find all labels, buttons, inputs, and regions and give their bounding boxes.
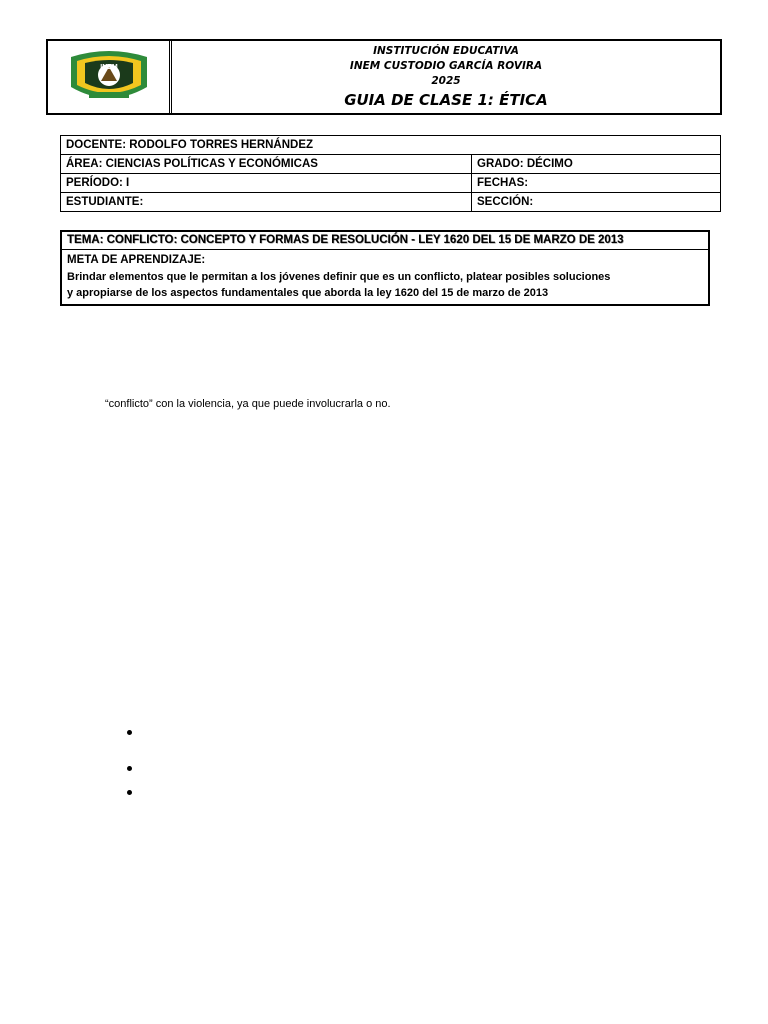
meta-text-line-1: Brindar elementos que le permitan a los jóvenes definir que es un conflicto, platear posibles soluciones: [67, 271, 611, 283]
institution-line-2: INEM CUSTODIO GARCÍA ROVIRA: [349, 60, 543, 72]
grado-cell: GRADO: DÉCIMO: [472, 155, 721, 174]
meta-text: [62, 268, 708, 302]
bullet-point: [127, 766, 132, 771]
meta-label: META DE APRENDIZAJE:: [67, 254, 206, 266]
docente-cell: DOCENTE: RODOLFO TORRES HERNÁNDEZ: [61, 136, 721, 155]
periodo-cell: PERÍODO: I: [61, 174, 472, 193]
estudiante-cell[interactable]: ESTUDIANTE:: [61, 193, 472, 212]
institution-line-1: INSTITUCIÓN EDUCATIVA: [373, 45, 519, 57]
meta-text-line-2: y apropiarse de los aspectos fundamentales que aborda la ley 1620 del 15 de marzo de 2013: [67, 287, 549, 299]
body-text-fragment: “conflicto” con la violencia, ya que puede involucrarla o no.: [105, 398, 391, 410]
bullet-point: [127, 730, 132, 735]
title-cell: [172, 41, 720, 113]
tema-box: [60, 230, 710, 306]
info-table: [60, 135, 721, 212]
seccion-cell[interactable]: SECCIÓN:: [472, 193, 721, 212]
logo-cell: [48, 41, 172, 113]
area-cell: ÁREA: CIENCIAS POLÍTICAS Y ECONÓMICAS: [61, 155, 472, 174]
guide-title: GUIA DE CLASE 1: ÉTICA: [344, 91, 548, 109]
document-header: [46, 39, 722, 115]
bullet-point: [127, 790, 132, 795]
tema-heading: TEMA: CONFLICTO: CONCEPTO Y FORMAS DE RESOLUCIÓN - LEY 1620 DEL 15 DE MARZO DE 2013: [62, 232, 708, 250]
year: 2025: [431, 75, 461, 87]
fechas-cell[interactable]: FECHAS:: [472, 174, 721, 193]
logo-text: INEM: [99, 64, 118, 71]
school-logo: [67, 47, 151, 107]
